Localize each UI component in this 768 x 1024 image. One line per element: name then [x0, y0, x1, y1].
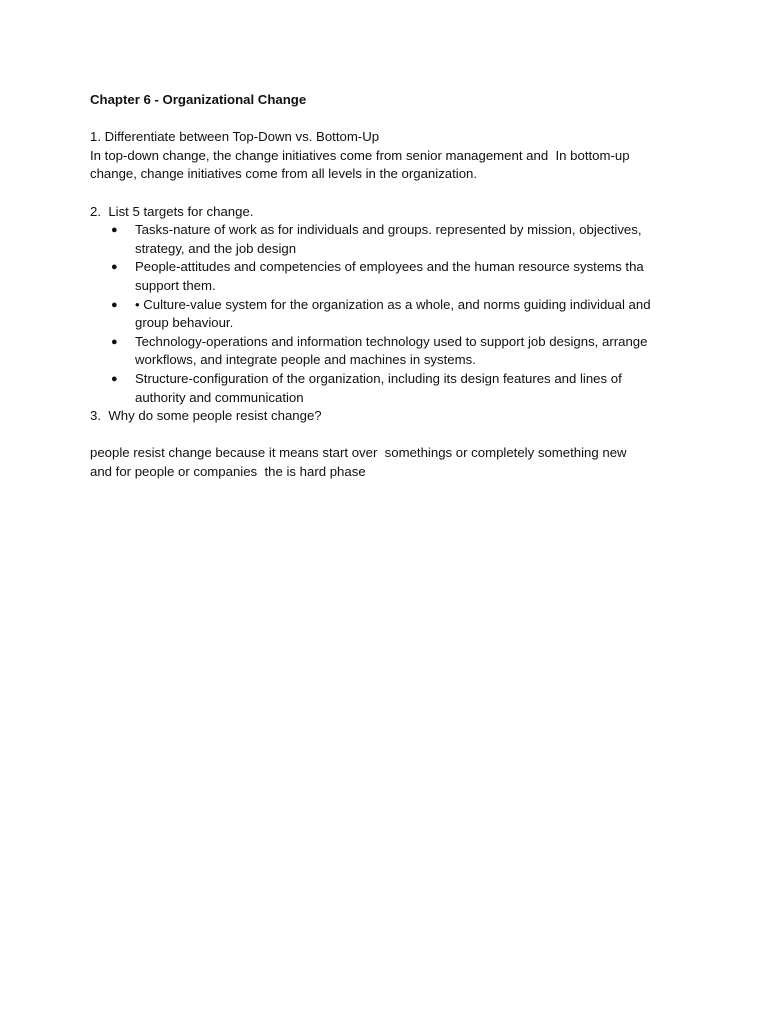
question-1: 1. Differentiate between Top-Down vs. Bottom-Up [90, 129, 380, 145]
spacer [90, 426, 690, 445]
bullet-icon: ● [111, 261, 118, 274]
targets-list [90, 221, 690, 407]
list-item-line-2: support them. [135, 277, 216, 293]
answer-3-line-1: people resist change because it means start over somethings or completely something new [90, 445, 627, 461]
list-item [90, 221, 690, 258]
list-item-line-2: authority and communication [135, 389, 304, 405]
answer-1-line-1: In top-down change, the change initiatives come from senior management and In bottom-up [90, 147, 630, 163]
document-body [90, 91, 690, 481]
bullet-icon: ● [111, 335, 118, 348]
list-item-line-1: Technology-operations and information technology used to support job designs, arrange [135, 333, 648, 349]
spacer [90, 110, 690, 129]
document-title: Chapter 6 - Organizational Change [90, 92, 307, 107]
list-item-line-2: workflows, and integrate people and machines in systems. [135, 352, 476, 368]
bullet-icon: ● [111, 224, 118, 237]
list-item-line-1: • Culture-value system for the organization as a whole, and norms guiding individual and [135, 296, 651, 312]
spacer [90, 184, 690, 203]
list-item-line-1: Structure-configuration of the organization, including its design features and lines of [135, 370, 622, 386]
bullet-icon: ● [111, 372, 118, 385]
list-item-line-1: People-attitudes and competencies of employees and the human resource systems tha [135, 259, 644, 275]
question-2: 2. List 5 targets for change. [90, 203, 254, 219]
bullet-icon: ● [111, 298, 118, 311]
list-item-line-2: group behaviour. [135, 315, 234, 331]
list-item-line-1: Tasks-nature of work as for individuals and groups. represented by mission, objectives, [135, 222, 642, 238]
list-item-line-2: strategy, and the job design [135, 240, 297, 256]
list-item [90, 296, 690, 333]
list-item [90, 258, 690, 295]
list-item [90, 370, 690, 407]
list-item [90, 333, 690, 370]
question-3: 3. Why do some people resist change? [90, 408, 322, 424]
answer-3-line-2: and for people or companies the is hard phase [90, 463, 366, 479]
answer-1-line-2: change, change initiatives come from all levels in the organization. [90, 166, 478, 182]
